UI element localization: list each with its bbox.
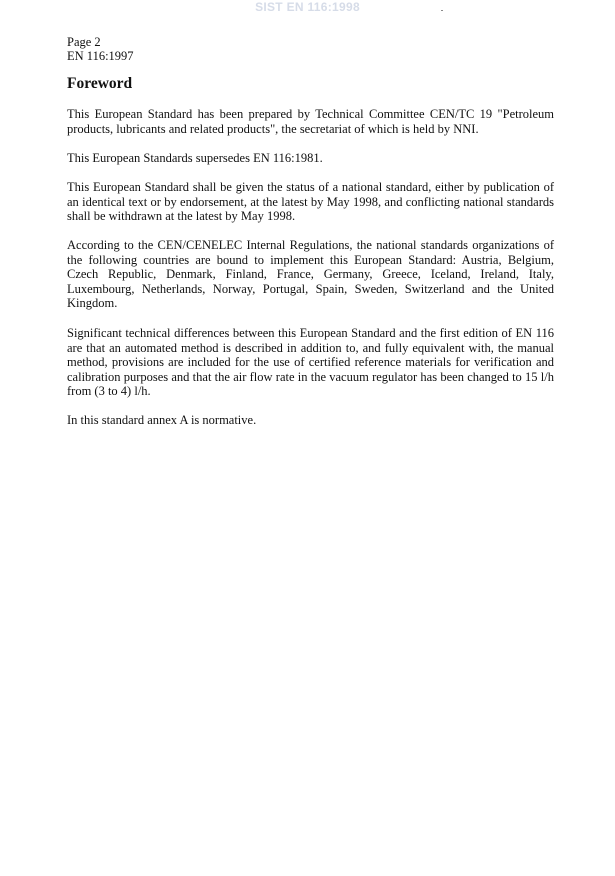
page-number: Page 2: [67, 35, 101, 49]
paragraph-status: This European Standard shall be given the status of a national standard, either by publication of an identical text or by endorsement, at the latest by May 1998, and conflicting national standards shall be withdrawn at the latest by May 1998.: [67, 180, 554, 224]
section-heading: Foreword: [67, 75, 133, 92]
page-header: [67, 35, 134, 63]
watermark: SIST EN 116:1998: [255, 0, 360, 14]
paragraph-supersedes: This European Standards supersedes EN 116:1981.: [67, 151, 323, 165]
paragraph-committee: This European Standard has been prepared by Technical Committee CEN/TC 19 "Petroleum products, lubricants and related products", the secretariat of which is held by NNI.: [67, 107, 554, 136]
paragraph-differences: Significant technical differences between this European Standard and the first edition of EN 116 are that an automated method is described in addition to, and fully equivalent with, the manual method, provisions are included for the use of certified reference materials for verification and calibration purposes and that the air flow rate in the vacuum regulator has been changed to 15 l/h from (3 to 4) l/h.: [67, 326, 554, 399]
document-id: EN 116:1997: [67, 49, 134, 63]
paragraph-countries: According to the CEN/CENELEC Internal Regulations, the national standards organizations of the following countries are bound to implement this European Standard: Austria, Belgium, Czech Republic, Denmark, Finland, France, Germany, Greece, Iceland, Ireland, Italy, Luxembourg, Netherlands, Norway, Portugal, Spain, Sweden, Switzerland and the United Kingdom.: [67, 238, 554, 311]
paragraph-annex: In this standard annex A is normative.: [67, 413, 257, 427]
scan-speck: [441, 10, 443, 11]
